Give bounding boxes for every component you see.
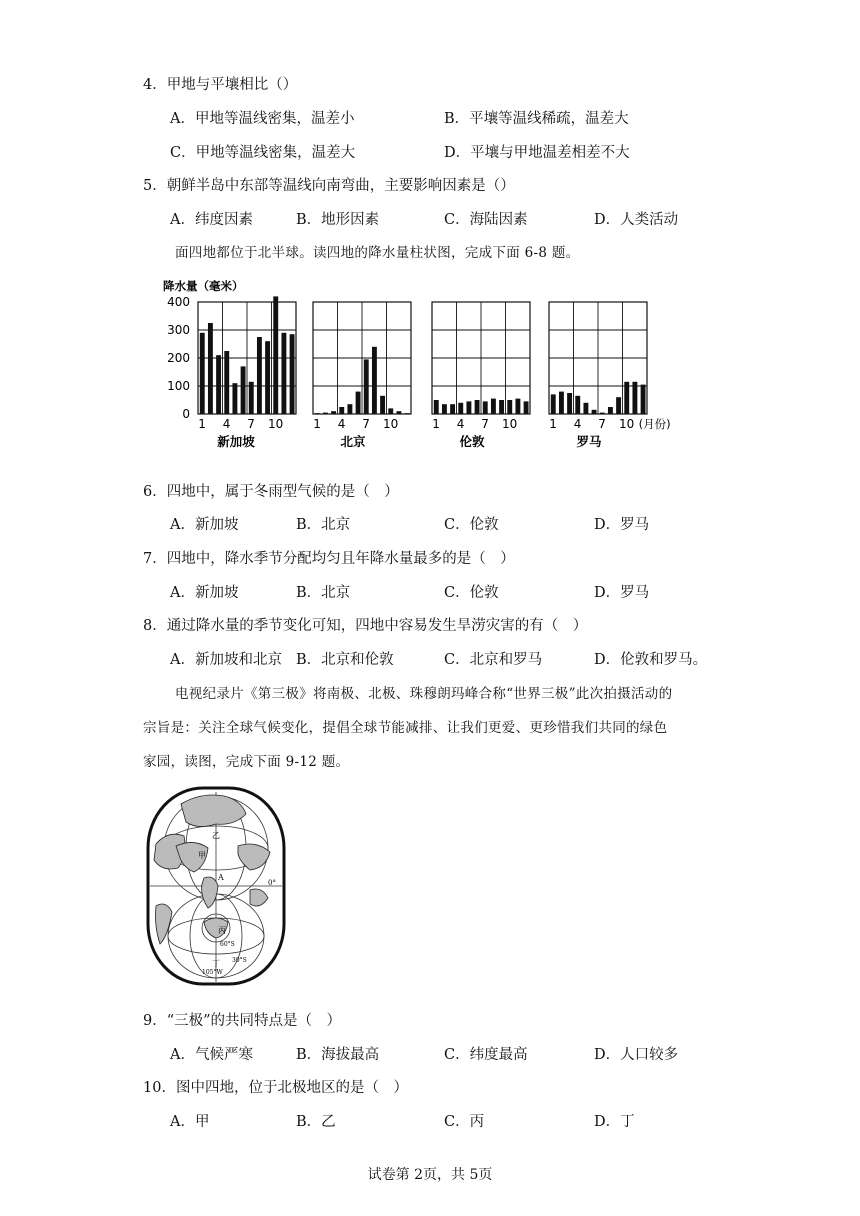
bar (265, 341, 270, 414)
q9-option-a: A．气候严寒 (170, 1047, 253, 1063)
bar (372, 347, 377, 414)
bar (483, 401, 488, 414)
intro-precip: 面四地都位于北半球。读四地的降水量柱状图，完成下面 6-8 题。 (175, 245, 580, 261)
bar (380, 396, 385, 414)
bar (442, 404, 447, 414)
q8-option-c: C．北京和罗马 (444, 652, 543, 668)
bar (616, 397, 621, 414)
y-tick-label: 200 (167, 351, 190, 365)
q10-stem: 10．图中四地，位于北极地区的是（ ） (143, 1080, 408, 1096)
q5-option-a: A．纬度因素 (170, 212, 253, 228)
q8-stem: 8．通过降水量的季节变化可知，四地中容易发生旱涝灾害的有（ ） (143, 618, 588, 634)
label-105w: 105°W (202, 969, 223, 976)
bar (216, 355, 221, 414)
bar (600, 413, 605, 414)
bar (290, 334, 295, 414)
bar (507, 400, 512, 414)
label-60s: 60°S (220, 941, 235, 948)
q5-option-c: C．海陆因素 (444, 212, 528, 228)
q7-stem: 7．四地中，降水季节分配均匀且年降水量最多的是（ ） (143, 551, 515, 567)
bar (224, 351, 229, 414)
q7-option-a: A．新加坡 (170, 585, 239, 601)
q6-option-a: A．新加坡 (170, 517, 239, 533)
x-tick-label: 10 (501, 417, 518, 431)
bar (592, 410, 597, 414)
page-footer: 试卷第 2页，共 5页 (367, 1167, 493, 1183)
q9-option-d: D．人口较多 (594, 1047, 679, 1063)
q10-option-d: D．丁 (594, 1114, 635, 1130)
bar (257, 337, 262, 414)
bar (458, 403, 463, 414)
bar (364, 359, 369, 414)
bar (624, 382, 629, 414)
bar (583, 403, 588, 414)
bar (575, 396, 580, 414)
bar (405, 413, 410, 414)
bar (515, 399, 520, 414)
q4-option-c: C．甲地等温线密集，温差大 (170, 145, 356, 161)
x-tick-label: 4 (337, 417, 346, 431)
precipitation-charts (160, 276, 680, 456)
q8-option-b: B．北京和伦敦 (296, 652, 394, 668)
label-bing: 丙 (218, 926, 226, 935)
q5-option-d: D．人类活动 (594, 212, 679, 228)
city-name-label: 新加坡 (217, 434, 255, 449)
label-yi: 乙 (212, 831, 220, 840)
bar (551, 394, 556, 414)
intro-third-pole-line1: 电视纪录片《第三极》将南极、北极、珠穆朗玛峰合称“世界三极”此次拍摄活动的 (175, 686, 673, 702)
bar (491, 399, 496, 414)
q6-option-b: B．北京 (296, 517, 351, 533)
city-name-label: 北京 (340, 434, 366, 449)
q4-stem: 4．甲地与平壤相比（） (143, 77, 298, 93)
x-tick-label: 1 (198, 417, 206, 431)
bar (281, 333, 286, 414)
q9-option-c: C．纬度最高 (444, 1047, 528, 1063)
q10-option-a: A．甲 (170, 1114, 210, 1130)
bar (388, 408, 393, 414)
x-tick-label: 4 (456, 417, 465, 431)
x-tick-label: 4 (222, 417, 231, 431)
bar (356, 392, 361, 414)
intro-third-pole-line2: 宗旨是：关注全球气候变化，提倡全球节能减排、让我们更爱、更珍惜我们共同的绿色 (143, 720, 668, 736)
q9-option-b: B．海拔最高 (296, 1047, 380, 1063)
bar (241, 366, 246, 414)
q6-option-d: D．罗马 (594, 517, 650, 533)
q7-option-b: B．北京 (296, 585, 351, 601)
x-tick-label: 10 (382, 417, 399, 431)
q4-option-d: D．平壤与甲地温差相差不大 (444, 145, 630, 161)
x-tick-label: 7 (598, 417, 606, 431)
x-tick-label: 1 (432, 417, 440, 431)
bar (632, 382, 637, 414)
q5-stem: 5．朝鲜半岛中东部等温线向南弯曲，主要影响因素是（） (143, 178, 515, 194)
x-tick-label: 1 (549, 417, 557, 431)
x-tick-label: 4 (573, 417, 582, 431)
y-tick-label: 0 (182, 407, 190, 421)
bar (559, 392, 564, 414)
city-name-label: 伦敦 (459, 434, 485, 449)
bar (249, 382, 254, 414)
bar (466, 401, 471, 414)
bar (315, 413, 320, 414)
q8-option-d: D．伦敦和罗马。 (594, 652, 708, 668)
bar (273, 296, 278, 414)
city-name-label: 罗马 (576, 434, 602, 449)
bar (608, 407, 613, 414)
x-tick-label: 7 (481, 417, 489, 431)
bar (396, 411, 401, 414)
x-tick-label: 10 (267, 417, 284, 431)
bar (524, 401, 529, 414)
q7-option-c: C．伦敦 (444, 585, 499, 601)
q4-option-a: A．甲地等温线密集，温差小 (170, 111, 355, 127)
q5-option-b: B．地形因素 (296, 212, 380, 228)
bar (339, 407, 344, 414)
q8-option-a: A．新加坡和北京 (170, 652, 282, 668)
q4-option-b: B．平壤等温线稀疏，温差大 (444, 111, 629, 127)
label-ding: 丁 (212, 959, 220, 968)
label-a: A (218, 873, 224, 882)
y-axis-label: 降水量（毫米） (163, 279, 244, 293)
y-tick-label: 100 (167, 379, 190, 393)
world-map-figure (146, 786, 286, 986)
x-tick-label: 1 (313, 417, 321, 431)
bar (200, 333, 205, 414)
y-tick-label: 400 (167, 295, 190, 309)
bar (331, 411, 336, 414)
q6-option-c: C．伦敦 (444, 517, 499, 533)
bar (567, 393, 572, 414)
y-tick-label: 300 (167, 323, 190, 337)
q10-option-b: B．乙 (296, 1114, 336, 1130)
bar (641, 385, 646, 414)
bar (323, 413, 328, 414)
label-30s: 30°S (232, 957, 247, 964)
x-tick-label: 7 (247, 417, 255, 431)
bar (475, 400, 480, 414)
x-tick-label: 10 (618, 417, 635, 431)
x-tick-label: 7 (362, 417, 370, 431)
label-zero-meridian: 0° (268, 879, 276, 887)
bar (499, 400, 504, 414)
bar (208, 323, 213, 414)
q7-option-d: D．罗马 (594, 585, 650, 601)
intro-third-pole-line3: 家园，读图，完成下面 9-12 题。 (143, 754, 350, 770)
bar (450, 404, 455, 414)
bar (232, 383, 237, 414)
label-jia: 甲 (198, 851, 206, 860)
q9-stem: 9．“三极”的共同特点是（ ） (143, 1013, 342, 1029)
bar (347, 404, 352, 414)
q10-option-c: C．丙 (444, 1114, 485, 1130)
month-unit-label: (月份) (638, 417, 671, 431)
q6-stem: 6．四地中，属于冬雨型气候的是（ ） (143, 484, 399, 500)
bar (434, 400, 439, 414)
